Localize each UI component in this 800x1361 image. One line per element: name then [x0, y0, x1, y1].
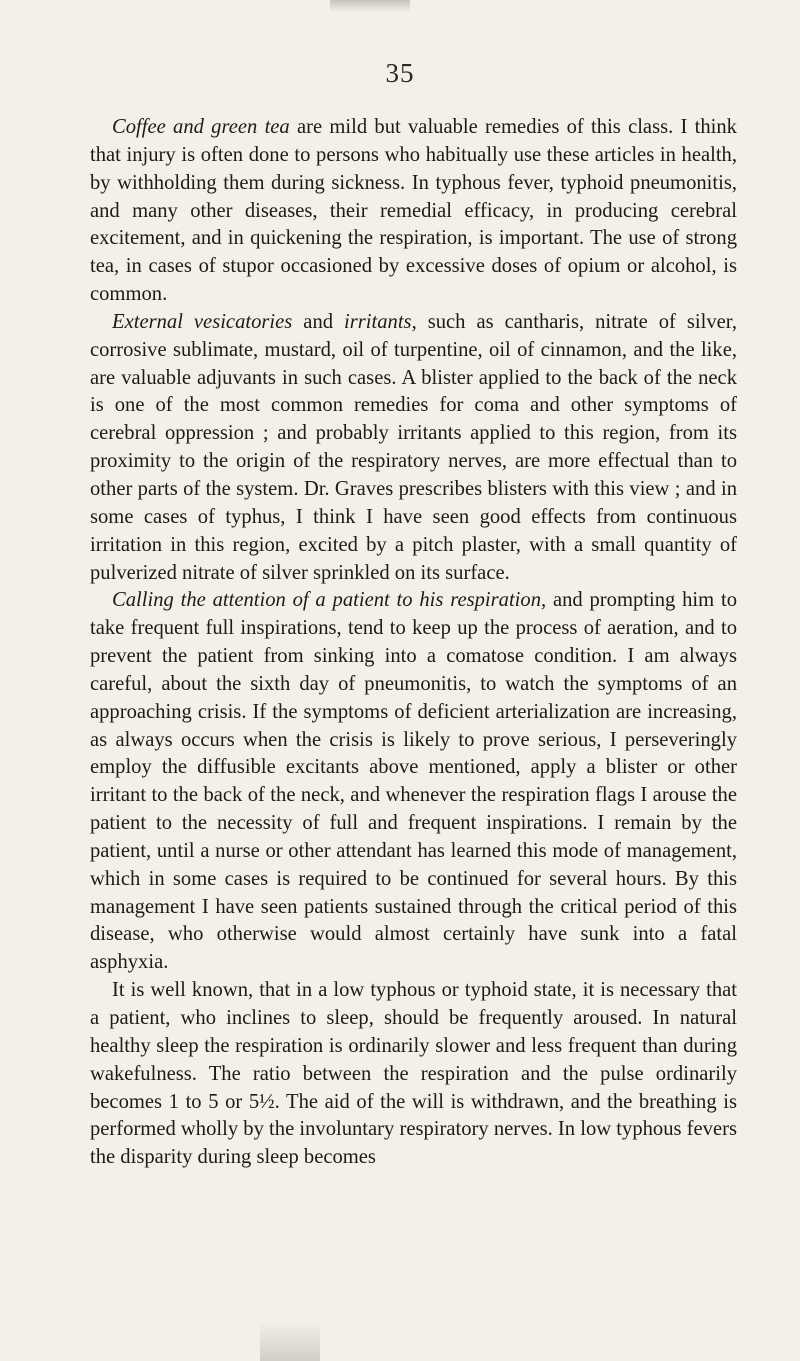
paragraph-body: , and prompting him to take frequent full inspirations, tend to keep up the process of aeration, and to prevent the patient from sinking into a comatose condition. I am always careful, about the sixth day of pneumonitis, to watch the symptoms of an approaching crisis. If the symptoms of deficient arterialization are increasing, as always occurs when the crisis is likely to prove serious, I perseveringly employ the diffusible excitants above mentioned, apply a blister or other irritant to the back of the neck, and whenever the respiration flags I arouse the patient to the necessity of full and frequent inspirations. I remain by the patient, until a nurse or other attendant has learned this mode of management, which in some cases is required to be continued for several hours. By this management I have seen patients sustained through the critical period of this disease, who otherwise would almost certainly have sunk into a fatal asphyxia. [90, 589, 737, 974]
paragraph-lead-italic: Calling the attention of a patient to his respiration [112, 589, 541, 612]
scan-shadow-bottom [260, 1321, 320, 1361]
body-text [90, 114, 737, 1172]
page-number: 35 [385, 58, 415, 88]
paragraph-lead-italic: External vesicatories [112, 310, 293, 333]
paragraph-connector: and [292, 310, 345, 333]
paragraph-lead-italic: Coffee and green tea [112, 116, 290, 138]
paragraph-body: are mild but valuable remedies of this class. I think that injury is often done to persons who habitually use these articles in health, by withholding them during sickness. In typhous fever, typhoid pneumonitis, and many other diseases, their remedial efficacy, in producing cerebral excitement, and in quickening the respiration, is important. The use of strong tea, in cases of stupor occasioned by excessive doses of opium or alcohol, is common. [90, 116, 737, 306]
scan-shadow-top [330, 0, 410, 12]
paragraph-vesicatories [90, 309, 737, 587]
paragraph-body: , such as cantharis, nitrate of silver, corrosive sublimate, mustard, oil of turpentine, oil of cinnamon, and the like, are valuable adjuvants in such cases. A blister applied to the back of the neck is one of the most common remedies for coma and other symptoms of cerebral oppression ; and probably irritants applied to this region, from its proximity to the origin of the respiratory nerves, are more effectual than to other parts of the system. Dr. Graves prescribes blisters with this view ; and in some cases of typhus, I think I have seen good effects from continuous irritation in this region, excited by a pitch plaster, with a small quantity of pulverized nitrate of silver sprinkled on its surface. [90, 310, 737, 584]
paragraph-sleep [90, 977, 737, 1172]
paragraph-respiration [90, 587, 737, 977]
paragraph-coffee-tea [90, 114, 737, 309]
paragraph-lead-italic-2: irritants [344, 310, 412, 333]
paragraph-body: It is well known, that in a low typhous or typhoid state, it is necessary that a patient, who inclines to sleep, should be frequently aroused. In natural healthy sleep the respiration is ordinarily slower and less frequent than during wakefulness. The ratio between the respiration and the pulse ordinarily becomes 1 to 5 or 5½. The aid of the will is withdrawn, and the breathing is performed wholly by the involuntary respiratory nerves. In low typhous fevers the disparity during sleep becomes [90, 979, 737, 1169]
